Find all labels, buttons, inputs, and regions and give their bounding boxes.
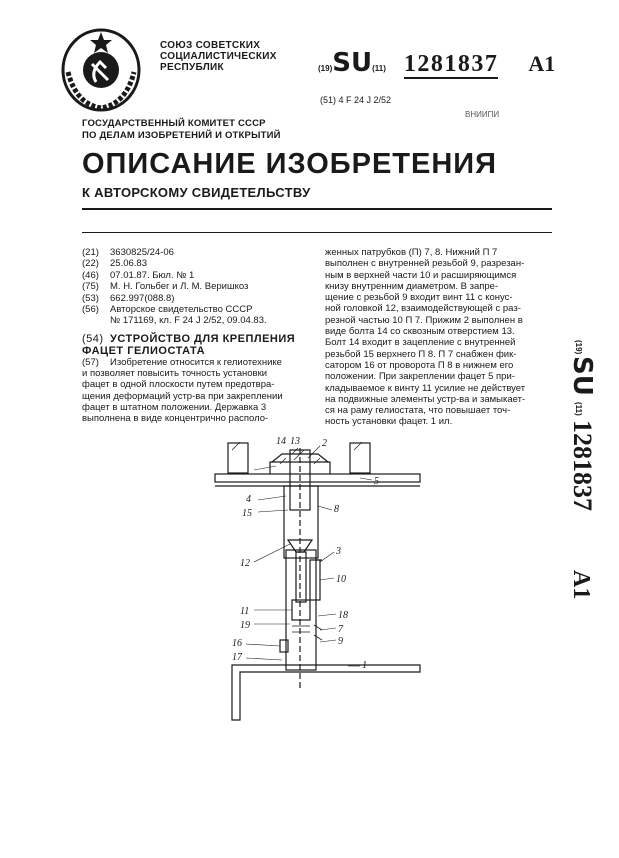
abstract-line: книзу внутренним диаметром. В запре- xyxy=(325,280,499,292)
patent-number: 1281837 xyxy=(403,51,499,77)
country-code-prefix: (19) xyxy=(318,64,333,73)
ipc-classification xyxy=(320,95,391,105)
label-18: 18 xyxy=(338,610,348,621)
header-rule-thin xyxy=(82,232,552,233)
abstract-line: щение с резьбой 9 входит винт 11 с конус- xyxy=(325,292,513,304)
state-line-3: РЕСПУБЛИК xyxy=(160,62,224,73)
technical-drawing xyxy=(210,436,440,730)
document-subtitle: К АВТОРСКОМУ СВИДЕТЕЛЬСТВУ xyxy=(82,185,311,200)
label-17: 17 xyxy=(232,652,242,663)
biblio-line: № 171169, кл. F 24 J 2/52, 09.04.83. xyxy=(110,315,267,327)
biblio-line: (46) 07.01.87. Бюл. № 1 xyxy=(82,269,195,281)
ussr-emblem xyxy=(56,24,146,114)
committee-line-1: ГОСУДАРСТВЕННЫЙ КОМИТЕТ СССР xyxy=(82,118,266,129)
state-line-1: СОЮЗ СОВЕТСКИХ xyxy=(160,40,261,51)
upper-tube-8 xyxy=(284,486,318,558)
label-19: 19 xyxy=(240,620,250,631)
side-country: SU xyxy=(567,356,597,396)
right-mirror-support xyxy=(350,443,370,473)
country-code: SU xyxy=(332,48,373,78)
label-4: 4 xyxy=(246,494,251,505)
abstract-line: женных патрубков (П) 7, 8. Нижний П 7 xyxy=(325,247,498,258)
abstract-line: резьбой 15 верхнего П 8. П 7 снабжен фик- xyxy=(325,348,517,360)
document-title: ОПИСАНИЕ ИЗОБРЕТЕНИЯ xyxy=(82,148,497,180)
label-12: 12 xyxy=(240,558,250,569)
abstract-line: ность установки фацет. 1 ил. xyxy=(325,416,453,428)
abstract-line: виде болта 14 со сквозным отверстием 13. xyxy=(325,326,515,338)
biblio-line: (22) 25.06.83 xyxy=(82,258,147,270)
abstract-line: резной частью 10 П 7. Прижим 2 выполнен в xyxy=(325,314,523,326)
abstract-line: сатором 16 от проворота П 8 в нижнем его xyxy=(325,359,514,371)
library-stamp: ВНИИПИ xyxy=(465,110,500,119)
frame-1 xyxy=(232,665,420,720)
label-8: 8 xyxy=(334,504,339,515)
label-11: 11 xyxy=(240,606,250,617)
number-code-prefix: (11) xyxy=(372,64,386,73)
biblio-line: (56) Авторское свидетельство СССР xyxy=(82,304,253,316)
screw-11 xyxy=(292,600,310,620)
publication-number-row xyxy=(318,48,555,78)
abstract-line: Болт 14 входит в зацепление с внутренней xyxy=(325,337,516,349)
abstract-line: ся на раму гелиостата, что повышает точ- xyxy=(325,405,511,417)
invention-title: (54) УСТРОЙСТВО ДЛЯ КРЕПЛЕНИЯ ФАЦЕТ ГЕЛИОСТАТА xyxy=(82,332,296,357)
label-13: 13 xyxy=(290,436,300,447)
side-number: 1281837 xyxy=(568,420,597,511)
biblio-line: (21) 3630825/24-06 xyxy=(82,247,174,258)
patent-kind: A1 xyxy=(528,51,556,76)
committee-line-2: ПО ДЕЛАМ ИЗОБРЕТЕНИЙ И ОТКРЫТИЙ xyxy=(82,130,281,141)
label-5: 5 xyxy=(374,476,379,487)
abstract-line: на подвижные элементы устр-ва и замыкает- xyxy=(325,393,526,405)
side-patent-mark xyxy=(548,340,597,680)
label-14: 14 xyxy=(276,436,286,447)
label-3: 3 xyxy=(336,546,341,557)
label-9: 9 xyxy=(338,636,343,647)
header-rule xyxy=(82,208,552,210)
committee-name xyxy=(82,118,281,142)
abstract-line: ным в верхней части 10 и расширяющимся xyxy=(325,269,517,281)
side-kind: A1 xyxy=(568,570,594,600)
label-15: 15 xyxy=(242,508,252,519)
bibliographic-data xyxy=(82,247,307,425)
side-number-prefix: (11) xyxy=(574,402,583,416)
abstract-line: кладываемое к винту 11 усилие не действует xyxy=(325,382,526,394)
label-16: 16 xyxy=(232,638,242,649)
ipc-code: F 24 J 2/52 xyxy=(346,95,392,105)
facet-plate xyxy=(215,474,420,482)
split-part-10 xyxy=(296,552,306,602)
abstract-right xyxy=(325,247,550,428)
label-10: 10 xyxy=(336,574,346,585)
fixator-16 xyxy=(280,640,288,652)
holder-3 xyxy=(310,560,320,600)
label-7: 7 xyxy=(338,624,343,635)
abstract-line: положении. При закреплении фацет 5 при- xyxy=(325,371,515,383)
abstract-line: ной головкой 12, взаимодействующей с раз- xyxy=(325,303,521,315)
ipc-prefix: (51) 4 xyxy=(320,95,344,105)
abstract-left: (57) Изобретение относится к гелиотехнике и позволяет повысить точность установки фацет в одной плоскости путем предотвра- щения деформаций устр-ва при закреплении фацет в штатном положении. Державка 3 выполнена в виде концентрично располо- xyxy=(82,356,283,425)
side-country-prefix: (19) xyxy=(574,340,583,355)
state-name xyxy=(160,40,277,73)
biblio-line: (53) 662.997(088.8) xyxy=(82,292,175,304)
biblio-line: (75) М. Н. Гольбег и Л. М. Веришкоз xyxy=(82,281,249,293)
abstract-line: выполнен с внутренней резьбой 9, разрезан- xyxy=(325,258,525,270)
label-1: 1 xyxy=(362,660,367,671)
left-mirror-support xyxy=(228,443,248,473)
label-2: 2 xyxy=(322,438,327,449)
state-line-2: СОЦИАЛИСТИЧЕСКИХ xyxy=(160,51,277,62)
